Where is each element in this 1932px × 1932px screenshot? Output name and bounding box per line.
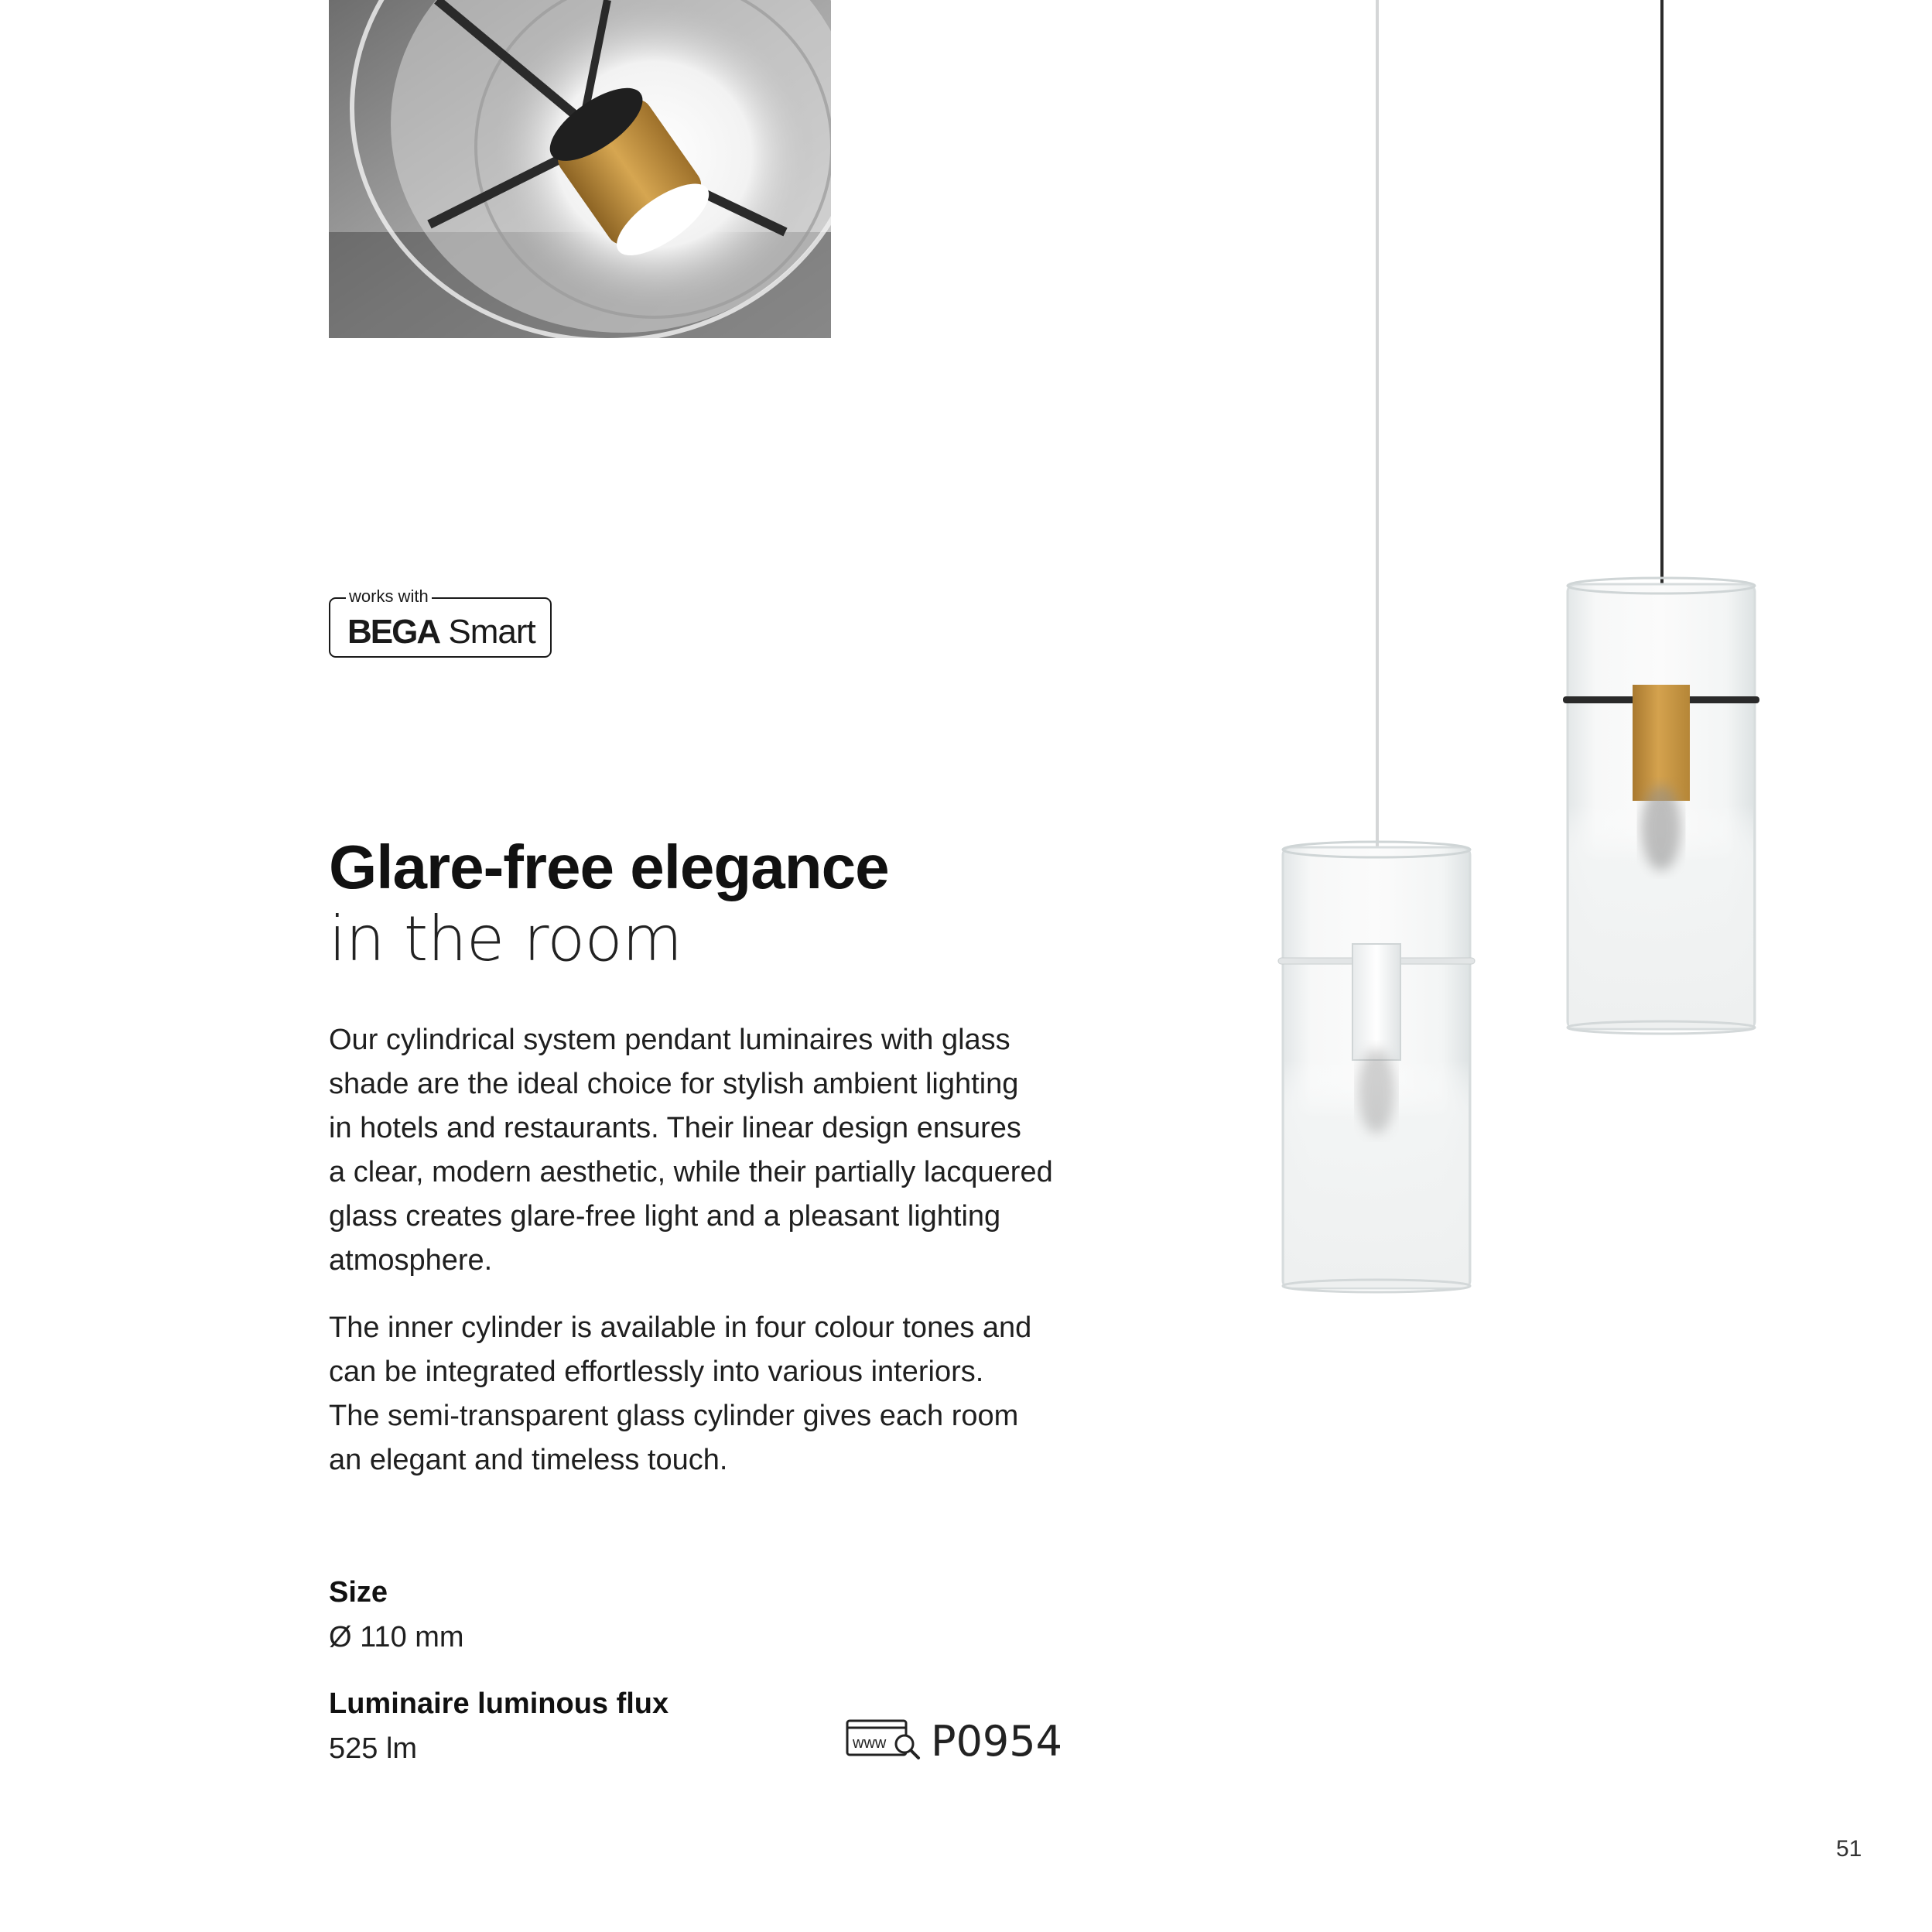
intro-paragraph — [329, 1018, 1103, 1283]
page-subtitle: in the room — [329, 903, 682, 975]
spec-size-value: Ø 110 mm — [329, 1621, 464, 1653]
text-line: a clear, modern aesthetic, while their partially lacquered — [329, 1156, 1053, 1188]
badge-works-with-text: works with — [346, 586, 432, 607]
text-line: shade are the ideal choice for stylish ambient lighting — [329, 1068, 1019, 1100]
badge-brand: BEGA — [347, 613, 440, 651]
detail-paragraph — [329, 1306, 1103, 1482]
page-number: 51 — [1836, 1836, 1862, 1862]
page-title: Glare-free elegance — [329, 833, 889, 901]
text-line: atmosphere. — [329, 1244, 493, 1277]
web-search-icon[interactable] — [846, 1718, 922, 1761]
text-line: in hotels and restaurants. Their linear design ensures — [329, 1112, 1021, 1144]
web-product-code[interactable]: P0954 — [931, 1717, 1062, 1766]
text-line: The inner cylinder is available in four colour tones and — [329, 1311, 1032, 1344]
text-line: Our cylindrical system pendant luminaires with glass — [329, 1024, 1010, 1056]
badge-product: Smart — [448, 613, 535, 651]
spec-flux-label: Luminaire luminous flux — [329, 1688, 669, 1720]
web-icon-text: www — [853, 1735, 887, 1752]
badge-logo-text — [347, 613, 535, 651]
text-line: an elegant and timeless touch. — [329, 1444, 728, 1476]
pendant-luminaires-image — [1238, 0, 1826, 1315]
text-line: glass creates glare-free light and a pleasant lighting — [329, 1200, 1001, 1233]
product-detail-photo — [329, 0, 831, 338]
text-line: The semi-transparent glass cylinder gives each room — [329, 1400, 1019, 1432]
text-line: can be integrated effortlessly into various interiors. — [329, 1356, 984, 1388]
spec-size-label: Size — [329, 1576, 388, 1609]
bega-smart-badge — [329, 586, 552, 658]
spec-flux-value: 525 lm — [329, 1732, 418, 1765]
